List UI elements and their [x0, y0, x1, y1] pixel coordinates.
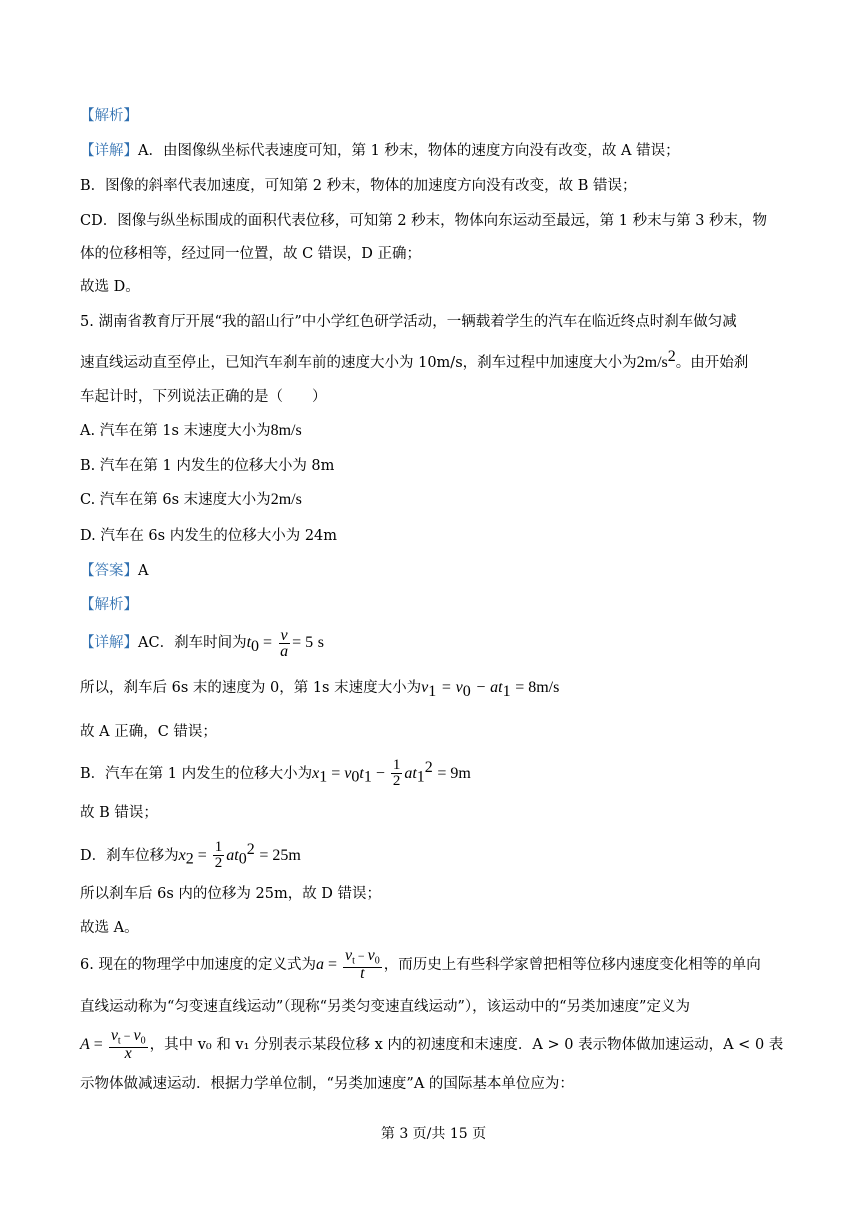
question-6-stem: A = $\frac{v_t - v_0}{x}$ ，其中 v₀ 和 v₁ 分别表示某段位移 x 内的初速度和末速度．A > 0 表示物体做加速运动，A < 0 表: [80, 1026, 784, 1063]
question-5-stem: 车起计时，下列说法正确的是（ ）: [80, 389, 327, 405]
paragraph: CD．图像与纵坐标围成的面积代表位移，可知第 2 秒末，物体向东运动至最远，第 1 秒末与第 3 秒末，物: [80, 213, 768, 229]
solution-step: 故 B 错误；: [80, 805, 158, 821]
page-footer: 第 3 页/共 15 页: [380, 1126, 487, 1142]
question-6-stem: 示物体做减速运动．根据力学单位制，“另类加速度”A 的国际基本单位应为：: [80, 1076, 574, 1092]
solution-step: 故 A 正确，C 错误；: [80, 724, 217, 740]
paragraph: 故选 D。: [80, 279, 140, 295]
question-6-stem: 6. 现在的物理学中加速度的定义式为a = $\frac{v_t - v_0}{t}$ ，而历史上有些科学家曾把相等位移内速度变化相等的单向: [80, 946, 761, 983]
solution-step: B．汽车在第 1 内发生的位移大小为$x_1 = v_0t_1$ − $\frac{1}{2}$ $at_1^2 = 9m$: [80, 757, 471, 790]
question-5-stem: 速直线运动直至停止，已知汽车刹车前的速度大小为 10m/s，刹车过程中加速度大小为$2m/s^2$。由开始刹: [80, 348, 749, 371]
question-6-stem: 直线运动称为“匀变速直线运动”（现称“另类匀变速直线运动”），该运动中的“另类加速度”定义为: [80, 999, 690, 1015]
analysis-heading: 【解析】: [80, 108, 138, 124]
option-b: B. 汽车在第 1 内发生的位移大小为 8m: [80, 458, 335, 474]
paragraph: 体的位移相等，经过同一位置，故 C 错误，D 正确；: [80, 246, 422, 262]
option-a: A. 汽车在第 1s 末速度大小为8m/s: [80, 422, 302, 439]
paragraph: B．图像的斜率代表加速度，可知第 2 秒末，物体的加速度方向没有改变，故 B 错误；: [80, 178, 637, 194]
question-5-stem: 5. 湖南省教育厅开展“我的韶山行”中小学红色研学活动，一辆载着学生的汽车在临近终点时刹车做匀减: [80, 314, 737, 330]
paragraph: 【详解】A．由图像纵坐标代表速度可知，第 1 秒末，物体的速度方向没有改变，故 A 错误；: [80, 143, 680, 159]
solution-step: 所以刹车后 6s 内的位移为 25m，故 D 错误；: [80, 886, 382, 902]
solution-step: 故选 A。: [80, 920, 139, 936]
option-d: D. 汽车在 6s 内发生的位移大小为 24m: [80, 528, 338, 544]
answer: 【答案】A: [80, 563, 149, 579]
formula: 2m/s: [636, 353, 668, 371]
solution-step: D．刹车位移为$x_2$ = $\frac{1}{2}$ $at_0^2 = 25m$: [80, 839, 301, 872]
option-c: C. 汽车在第 6s 末速度大小为2m/s: [80, 491, 302, 508]
solution-step: 所以，刹车后 6s 末的速度为 0，第 1s 末速度大小为$v_1 = v_0 - at_1 = 8m/s$: [80, 679, 560, 700]
analysis-heading: 【解析】: [80, 597, 138, 613]
solution-step: 【详解】AC．刹车时间为$t_0$ = $\frac{v}{a}$ = 5 s: [80, 626, 324, 660]
